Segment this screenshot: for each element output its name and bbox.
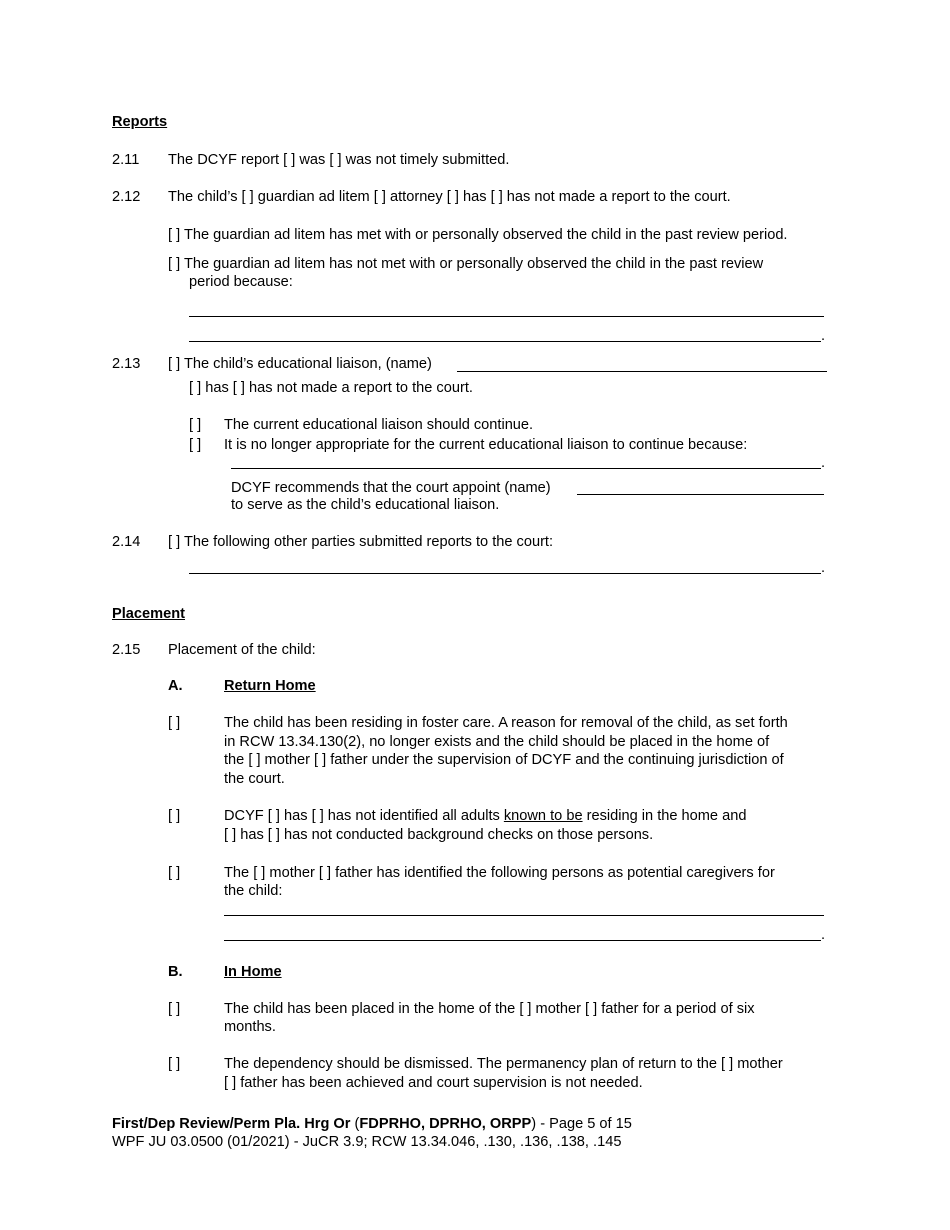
dcyf-recommends-text: DCYF recommends that the court appoint (name) bbox=[231, 480, 551, 496]
checkbox-potential-caregivers: [ ] bbox=[168, 865, 181, 881]
foster-care-line-1: The child has been residing in foster care. A reason for removal of the child, as set forth bbox=[224, 715, 788, 731]
fill-line-liaison-name bbox=[457, 371, 827, 372]
gal-met-option: [ ] The guardian ad litem has met with or personally observed the child in the past review period. bbox=[168, 227, 788, 243]
known-to-be-underlined: known to be bbox=[503, 808, 583, 824]
section-2-14-text: [ ] The following other parties submitted reports to the court: bbox=[168, 534, 554, 550]
subsection-letter-b: B. bbox=[168, 964, 183, 980]
adults-identified-post: residing in the home and bbox=[582, 808, 747, 824]
placed-six-months-line-2: months. bbox=[224, 1019, 276, 1035]
fill-line-liaison-reason bbox=[231, 468, 821, 469]
fill-line-gal-reason-1 bbox=[189, 316, 824, 317]
checkbox-dismissed: [ ] bbox=[168, 1056, 181, 1072]
section-number-2-15: 2.15 bbox=[112, 642, 141, 658]
fill-line-gal-reason-2 bbox=[189, 341, 821, 342]
foster-care-line-2: in RCW 13.34.130(2), no longer exists and the child should be placed in the home of bbox=[224, 734, 770, 750]
fill-line-caregivers-2 bbox=[224, 940, 821, 941]
adults-identified-pre: DCYF [ ] has [ ] has not identified all adults bbox=[224, 808, 504, 824]
footer-form-title: First/Dep Review/Perm Pla. Hrg Or bbox=[112, 1116, 351, 1132]
section-2-15-text: Placement of the child: bbox=[168, 642, 316, 658]
section-2-11-text: The DCYF report [ ] was [ ] was not timely submitted. bbox=[168, 152, 510, 168]
potential-caregivers-line-1: The [ ] mother [ ] father has identified the following persons as potential caregivers for bbox=[224, 865, 775, 881]
footer-page-number: ) - Page 5 of 15 bbox=[531, 1116, 632, 1132]
checkbox-adults-identified: [ ] bbox=[168, 808, 181, 824]
section-number-2-14: 2.14 bbox=[112, 534, 141, 550]
fill-line-end-period: . bbox=[821, 927, 826, 943]
dismissed-line-2: [ ] father has been achieved and court supervision is not needed. bbox=[224, 1075, 643, 1091]
section-number-2-12: 2.12 bbox=[112, 189, 141, 205]
fill-line-end-period: . bbox=[821, 455, 826, 471]
foster-care-line-4: the court. bbox=[224, 771, 285, 787]
section-number-2-13: 2.13 bbox=[112, 356, 141, 372]
in-home-heading: In Home bbox=[224, 964, 282, 980]
subsection-letter-a: A. bbox=[168, 678, 183, 694]
footer-paren-open: ( bbox=[350, 1116, 360, 1132]
section-2-13-text: [ ] The child’s educational liaison, (name) bbox=[168, 356, 432, 372]
serve-as-liaison-text: to serve as the child’s educational liaison. bbox=[231, 497, 500, 513]
reports-heading: Reports bbox=[112, 114, 168, 130]
fill-line-end-period: . bbox=[821, 560, 826, 576]
checkbox-not-appropriate: [ ] bbox=[189, 437, 202, 453]
placed-six-months-line-1: The child has been placed in the home of the [ ] mother [ ] father for a period of six bbox=[224, 1001, 755, 1017]
return-home-heading: Return Home bbox=[224, 678, 316, 694]
checkbox-continue: [ ] bbox=[189, 417, 202, 433]
foster-care-line-3: the [ ] mother [ ] father under the supervision of DCYF and the continuing jurisdiction of bbox=[224, 752, 784, 768]
liaison-continue-text: The current educational liaison should continue. bbox=[224, 417, 534, 433]
fill-line-end-period: . bbox=[821, 328, 826, 344]
fill-line-caregivers-1 bbox=[224, 915, 824, 916]
section-2-12-text: The child’s [ ] guardian ad litem [ ] attorney [ ] has [ ] has not made a report to the court. bbox=[168, 189, 731, 205]
liaison-not-appropriate-text: It is no longer appropriate for the current educational liaison to continue because: bbox=[224, 437, 748, 453]
checkbox-placed-six-months: [ ] bbox=[168, 1001, 181, 1017]
gal-not-met-continuation: period because: bbox=[189, 274, 293, 290]
footer-form-codes: FDPRHO, DPRHO, ORPP bbox=[359, 1116, 532, 1132]
fill-line-recommended-name bbox=[577, 494, 824, 495]
placement-heading: Placement bbox=[112, 606, 186, 622]
footer-title bbox=[112, 1115, 632, 1133]
potential-caregivers-line-2: the child: bbox=[224, 883, 283, 899]
gal-not-met-option: [ ] The guardian ad litem has not met with or personally observed the child in the past review bbox=[168, 256, 764, 272]
adults-identified-line-1 bbox=[224, 807, 746, 825]
adults-identified-line-2: [ ] has [ ] has not conducted background checks on those persons. bbox=[224, 827, 654, 843]
section-number-2-11: 2.11 bbox=[112, 152, 140, 168]
footer-form-reference: WPF JU 03.0500 (01/2021) - JuCR 3.9; RCW 13.34.046, .130, .136, .138, .145 bbox=[112, 1134, 622, 1150]
liaison-report-option: [ ] has [ ] has not made a report to the court. bbox=[189, 380, 473, 396]
fill-line-other-parties bbox=[189, 573, 821, 574]
dismissed-line-1: The dependency should be dismissed. The permanency plan of return to the [ ] mother bbox=[224, 1056, 783, 1072]
checkbox-foster-care: [ ] bbox=[168, 715, 181, 731]
